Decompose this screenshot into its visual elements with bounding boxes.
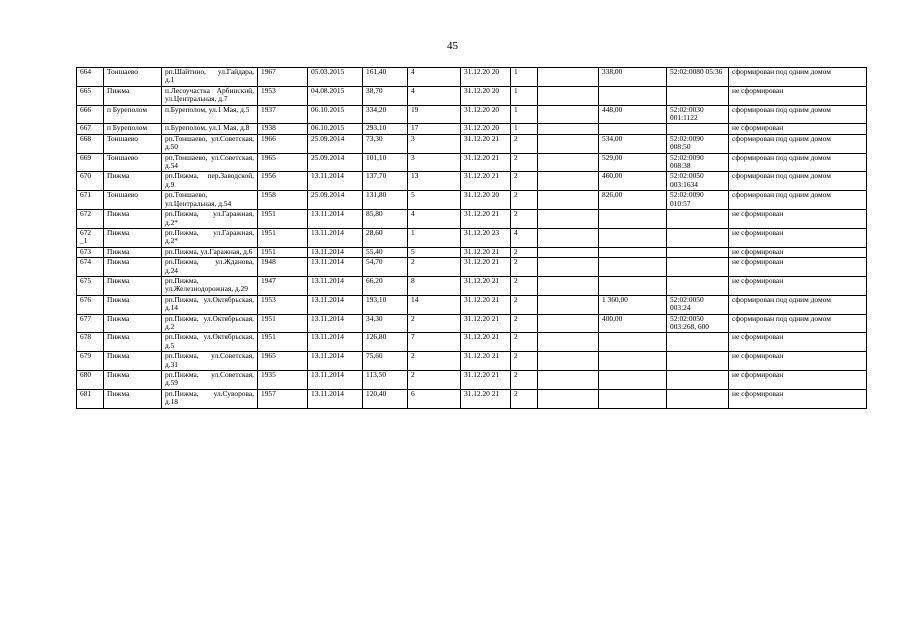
cell-land-status: не сформирован (729, 210, 867, 229)
cell-settlement: Пижма (104, 295, 162, 314)
cell-address: рп.Шайтино, ул.Гайдара, д.1 (162, 68, 258, 87)
table-row (77, 210, 867, 229)
cell-number: 670 (77, 172, 104, 191)
cell-address: рп.Тоншаево, ул.Советская, д.54 (162, 153, 258, 172)
cell-date: 13.11.2014 (308, 371, 363, 390)
cell-date: 06.10.2015 (308, 124, 363, 134)
cell-residents: 2 (408, 371, 461, 390)
cell-number: 667 (77, 124, 104, 134)
cell-residents: 2 (408, 352, 461, 371)
cell-land-status: сформирован под одним домом (729, 105, 867, 124)
cell-land-area (599, 247, 667, 257)
table-row (77, 295, 867, 314)
cell-year: 1951 (258, 314, 308, 333)
cell-date: 06.10.2015 (308, 105, 363, 124)
table-row (77, 314, 867, 333)
cell-land-status: сформирован под одним домом (729, 153, 867, 172)
cell-settlement: Пижма (104, 389, 162, 408)
cell-settlement: п Буреполом (104, 124, 162, 134)
cell-area: 66,20 (363, 276, 408, 295)
cell-land-status: сформирован под одним домом (729, 314, 867, 333)
cell-area: 54,70 (363, 258, 408, 277)
cell-stage: 2 (511, 295, 538, 314)
cell-stage: 2 (511, 258, 538, 277)
cell-address: рп.Пижма, ул.Советская, д.31 (162, 352, 258, 371)
cell-year: 1966 (258, 134, 308, 153)
cell-land-status: не сформирован (729, 86, 867, 105)
cell-cadastral-number: 52:02:0050 003:24 (667, 295, 729, 314)
cell-year: 1937 (258, 105, 308, 124)
cell-area: 73,30 (363, 134, 408, 153)
cell-residents: 4 (408, 68, 461, 87)
cell-number: 666 (77, 105, 104, 124)
cell-area: 137,70 (363, 172, 408, 191)
cell-number: 671 (77, 191, 104, 210)
cell-date: 25.09.2014 (308, 134, 363, 153)
cell-date: 25.09.2014 (308, 191, 363, 210)
cell-number: 675 (77, 276, 104, 295)
cell-deadline: 31.12.20 21 (461, 210, 511, 229)
cell-address: рп.Пижма, ул.Жданова, д.24 (162, 258, 258, 277)
cell-empty (538, 371, 599, 390)
cell-deadline: 31.12.20 20 (461, 105, 511, 124)
cell-year: 1965 (258, 153, 308, 172)
cell-settlement: п Буреполом (104, 105, 162, 124)
cell-area: 293,10 (363, 124, 408, 134)
cell-stage: 2 (511, 314, 538, 333)
cell-date: 13.11.2014 (308, 333, 363, 352)
cell-stage: 2 (511, 191, 538, 210)
cell-land-status: сформирован под одним домом (729, 134, 867, 153)
cell-stage: 2 (511, 247, 538, 257)
cell-year: 1958 (258, 191, 308, 210)
table-row (77, 105, 867, 124)
table-row (77, 172, 867, 191)
cell-date: 25.09.2014 (308, 153, 363, 172)
cell-empty (538, 68, 599, 87)
cell-stage: 2 (511, 389, 538, 408)
cell-cadastral-number (667, 333, 729, 352)
cell-settlement: Пижма (104, 276, 162, 295)
cell-settlement: Пижма (104, 371, 162, 390)
cell-stage: 4 (511, 228, 538, 247)
cell-empty (538, 134, 599, 153)
cell-deadline: 31.12.20 20 (461, 124, 511, 134)
cell-address: рп.Пижма, ул.Октябрьская, д.2 (162, 314, 258, 333)
table-row (77, 389, 867, 408)
cell-area: 38,70 (363, 86, 408, 105)
cell-stage: 2 (511, 153, 538, 172)
cell-cadastral-number (667, 210, 729, 229)
cell-land-status: не сформирован (729, 228, 867, 247)
cell-cadastral-number: 52:02:0090 010:57 (667, 191, 729, 210)
cell-date: 13.11.2014 (308, 228, 363, 247)
cell-area: 75,60 (363, 352, 408, 371)
cell-year: 1967 (258, 68, 308, 87)
table-row (77, 352, 867, 371)
cell-cadastral-number (667, 247, 729, 257)
cell-date: 13.11.2014 (308, 389, 363, 408)
cell-empty (538, 247, 599, 257)
cell-land-status: сформирован под одним домом (729, 295, 867, 314)
cell-year: 1951 (258, 247, 308, 257)
table-row (77, 228, 867, 247)
cell-land-status: не сформирован (729, 333, 867, 352)
cell-area: 113,50 (363, 371, 408, 390)
cell-empty (538, 228, 599, 247)
cell-land-area: 826,00 (599, 191, 667, 210)
cell-land-area: 460,00 (599, 172, 667, 191)
cell-deadline: 31.12.20 23 (461, 228, 511, 247)
cell-area: 126,80 (363, 333, 408, 352)
cell-residents: 17 (408, 124, 461, 134)
cell-year: 1947 (258, 276, 308, 295)
cell-residents: 1 (408, 228, 461, 247)
cell-date: 05.03.2015 (308, 68, 363, 87)
cell-land-status: не сформирован (729, 247, 867, 257)
cell-area: 193,10 (363, 295, 408, 314)
cell-cadastral-number: 52:02:0050 003:1634 (667, 172, 729, 191)
cell-empty (538, 276, 599, 295)
table-body (77, 68, 867, 409)
cell-stage: 2 (511, 352, 538, 371)
cell-date: 13.11.2014 (308, 295, 363, 314)
cell-stage: 2 (511, 333, 538, 352)
cell-cadastral-number: 52:02:0030 001:1122 (667, 105, 729, 124)
cell-land-area: 534,00 (599, 134, 667, 153)
cell-land-area: 448,00 (599, 105, 667, 124)
cell-address: рп.Пижма, ул.Советская, д.59 (162, 371, 258, 390)
cell-settlement: Тоншаево (104, 153, 162, 172)
cell-address: рп.Пижма, ул.Октябрьская, д.14 (162, 295, 258, 314)
cell-stage: 2 (511, 134, 538, 153)
cell-empty (538, 124, 599, 134)
cell-settlement: Пижма (104, 258, 162, 277)
cell-number: 674 (77, 258, 104, 277)
cell-deadline: 31.12.20 21 (461, 295, 511, 314)
cell-settlement: Пижма (104, 172, 162, 191)
cell-cadastral-number (667, 389, 729, 408)
cell-stage: 1 (511, 105, 538, 124)
cell-empty (538, 191, 599, 210)
cell-cadastral-number: 52:02:0090 008:50 (667, 134, 729, 153)
cell-deadline: 31.12.20 20 (461, 68, 511, 87)
cell-land-status: не сформирован (729, 352, 867, 371)
cell-number: 673 (77, 247, 104, 257)
cell-deadline: 31.12.20 21 (461, 258, 511, 277)
cell-year: 1935 (258, 371, 308, 390)
cell-land-area: 1 360,00 (599, 295, 667, 314)
cell-empty (538, 258, 599, 277)
cell-residents: 5 (408, 191, 461, 210)
cell-address: рп.Пижма, пер.Заводской, д.9 (162, 172, 258, 191)
cell-number: 665 (77, 86, 104, 105)
cell-cadastral-number (667, 228, 729, 247)
cell-address: рп.Пижма, ул.Гаражная, д.2* (162, 210, 258, 229)
cell-land-area: 338,00 (599, 68, 667, 87)
cell-cadastral-number (667, 276, 729, 295)
cell-empty (538, 153, 599, 172)
table-row (77, 371, 867, 390)
cell-address: рп.Тоншаево, ул.Советская, д.50 (162, 134, 258, 153)
cell-address: рп.Тоншаево, ул.Центральная, д.54 (162, 191, 258, 210)
cell-deadline: 31.12.20 21 (461, 371, 511, 390)
cell-address: п.Буреполом, ул.1 Мая, д.5 (162, 105, 258, 124)
cell-deadline: 31.12.20 21 (461, 172, 511, 191)
cell-land-status: не сформирован (729, 276, 867, 295)
cell-date: 13.11.2014 (308, 352, 363, 371)
cell-land-area (599, 333, 667, 352)
cell-settlement: Пижма (104, 86, 162, 105)
cell-number: 677 (77, 314, 104, 333)
cell-land-area (599, 258, 667, 277)
cell-deadline: 31.12.20 21 (461, 352, 511, 371)
cell-number: 678 (77, 333, 104, 352)
cell-empty (538, 352, 599, 371)
cell-year: 1938 (258, 124, 308, 134)
cell-land-status: не сформирован (729, 371, 867, 390)
cell-land-status: сформирован под одним домом (729, 68, 867, 87)
cell-deadline: 31.12.20 20 (461, 191, 511, 210)
cell-area: 85,80 (363, 210, 408, 229)
cell-cadastral-number: 52:02:0050 003:268, 600 (667, 314, 729, 333)
cell-empty (538, 105, 599, 124)
cell-residents: 4 (408, 86, 461, 105)
cell-deadline: 31.12.20 21 (461, 333, 511, 352)
cell-residents: 7 (408, 333, 461, 352)
cell-cadastral-number: 52:02:0090 008:38 (667, 153, 729, 172)
cell-deadline: 31.12.20 21 (461, 389, 511, 408)
cell-year: 1951 (258, 210, 308, 229)
cell-area: 28,60 (363, 228, 408, 247)
cell-address: п.Лесоучастка Арбинский, ул.Центральная, д.7 (162, 86, 258, 105)
cell-settlement: Тоншаево (104, 68, 162, 87)
cell-empty (538, 210, 599, 229)
cell-deadline: 31.12.20 20 (461, 86, 511, 105)
cell-cadastral-number: 52:02:0080 05:36 (667, 68, 729, 87)
cell-stage: 2 (511, 371, 538, 390)
cell-date: 13.11.2014 (308, 210, 363, 229)
cell-stage: 2 (511, 276, 538, 295)
cell-number: 672 _1 (77, 228, 104, 247)
cell-land-status: сформирован под одним домом (729, 191, 867, 210)
cell-area: 120,40 (363, 389, 408, 408)
cell-settlement: Тоншаево (104, 191, 162, 210)
housing-registry-table (76, 67, 867, 409)
cell-land-area (599, 352, 667, 371)
cell-address: рп.Пижма, ул.Железнодорожная, д.29 (162, 276, 258, 295)
cell-cadastral-number (667, 352, 729, 371)
cell-deadline: 31.12.20 21 (461, 247, 511, 257)
cell-land-area (599, 210, 667, 229)
cell-address: рп.Пижма, ул.Гаражная, д.2* (162, 228, 258, 247)
table-row (77, 276, 867, 295)
cell-empty (538, 86, 599, 105)
cell-area: 334,20 (363, 105, 408, 124)
cell-year: 1965 (258, 352, 308, 371)
cell-settlement: Пижма (104, 352, 162, 371)
cell-land-area: 400,00 (599, 314, 667, 333)
table-row (77, 124, 867, 134)
cell-date: 13.11.2014 (308, 276, 363, 295)
table-row (77, 153, 867, 172)
cell-address: рп.Пижма, ул.Октябрьская, д.5 (162, 333, 258, 352)
cell-cadastral-number (667, 258, 729, 277)
cell-residents: 3 (408, 153, 461, 172)
cell-stage: 1 (511, 86, 538, 105)
cell-residents: 4 (408, 210, 461, 229)
cell-empty (538, 333, 599, 352)
cell-settlement: Пижма (104, 333, 162, 352)
cell-settlement: Пижма (104, 210, 162, 229)
table-row (77, 247, 867, 257)
cell-empty (538, 314, 599, 333)
cell-area: 34,30 (363, 314, 408, 333)
cell-year: 1951 (258, 228, 308, 247)
table-row (77, 86, 867, 105)
cell-cadastral-number (667, 371, 729, 390)
cell-year: 1951 (258, 333, 308, 352)
cell-year: 1953 (258, 295, 308, 314)
cell-empty (538, 295, 599, 314)
cell-date: 13.11.2014 (308, 258, 363, 277)
cell-settlement: Пижма (104, 314, 162, 333)
table-row (77, 68, 867, 87)
cell-cadastral-number (667, 86, 729, 105)
cell-date: 13.11.2014 (308, 247, 363, 257)
cell-deadline: 31.12.20 21 (461, 314, 511, 333)
cell-number: 680 (77, 371, 104, 390)
cell-residents: 5 (408, 247, 461, 257)
cell-land-area (599, 389, 667, 408)
cell-year: 1957 (258, 389, 308, 408)
cell-date: 04.08.2015 (308, 86, 363, 105)
cell-year: 1948 (258, 258, 308, 277)
table-row (77, 333, 867, 352)
table-row (77, 191, 867, 210)
cell-number: 664 (77, 68, 104, 87)
cell-deadline: 31.12.20 21 (461, 134, 511, 153)
cell-land-area (599, 124, 667, 134)
cell-land-area (599, 228, 667, 247)
cell-number: 676 (77, 295, 104, 314)
cell-residents: 14 (408, 295, 461, 314)
cell-number: 681 (77, 389, 104, 408)
cell-residents: 13 (408, 172, 461, 191)
cell-area: 161,40 (363, 68, 408, 87)
cell-area: 131,80 (363, 191, 408, 210)
cell-address: рп.Пижма, ул.Гаражная, д.6 (162, 247, 258, 257)
cell-land-area: 529,00 (599, 153, 667, 172)
cell-residents: 3 (408, 134, 461, 153)
cell-residents: 2 (408, 314, 461, 333)
cell-settlement: Тоншаево (104, 134, 162, 153)
cell-land-area (599, 86, 667, 105)
cell-deadline: 31.12.20 21 (461, 276, 511, 295)
cell-number: 672 (77, 210, 104, 229)
cell-address: п.Буреполом, ул.1 Мая, д.8 (162, 124, 258, 134)
cell-cadastral-number (667, 124, 729, 134)
cell-settlement: Пижма (104, 247, 162, 257)
cell-residents: 19 (408, 105, 461, 124)
cell-land-status: сформирован под одним домом (729, 172, 867, 191)
page-number: 45 (447, 40, 458, 52)
cell-area: 55,40 (363, 247, 408, 257)
cell-area: 101,10 (363, 153, 408, 172)
cell-number: 668 (77, 134, 104, 153)
table-row (77, 134, 867, 153)
cell-stage: 2 (511, 210, 538, 229)
cell-date: 13.11.2014 (308, 314, 363, 333)
cell-residents: 2 (408, 258, 461, 277)
cell-land-status: не сформирован (729, 258, 867, 277)
cell-address: рп.Пижма, ул.Суворова, д.18 (162, 389, 258, 408)
cell-land-area (599, 371, 667, 390)
cell-number: 669 (77, 153, 104, 172)
cell-land-status: не сформирован (729, 389, 867, 408)
cell-empty (538, 389, 599, 408)
cell-land-area (599, 276, 667, 295)
cell-year: 1953 (258, 86, 308, 105)
cell-settlement: Пижма (104, 228, 162, 247)
table-row (77, 258, 867, 277)
cell-empty (538, 172, 599, 191)
cell-residents: 8 (408, 276, 461, 295)
cell-number: 679 (77, 352, 104, 371)
cell-stage: 1 (511, 124, 538, 134)
cell-year: 1956 (258, 172, 308, 191)
cell-stage: 2 (511, 172, 538, 191)
cell-land-status: не сформирован (729, 124, 867, 134)
cell-residents: 6 (408, 389, 461, 408)
cell-date: 13.11.2014 (308, 172, 363, 191)
cell-deadline: 31.12.20 21 (461, 153, 511, 172)
cell-stage: 1 (511, 68, 538, 87)
